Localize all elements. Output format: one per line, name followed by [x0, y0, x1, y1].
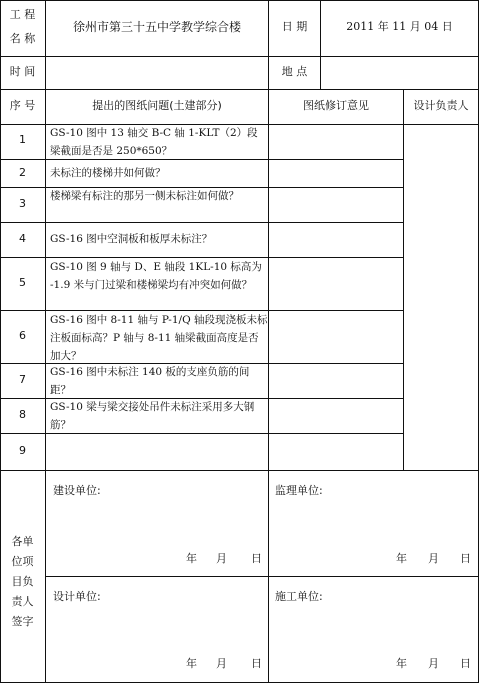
row-issue-text: GS-16 图中空洞板和板厚未标注？: [50, 233, 213, 245]
day-label: 日: [460, 552, 471, 565]
row-number: 6: [19, 329, 26, 342]
row-issue-text: GS-16 图中 8-11 轴与 P-1/Q 轴段现浇板未标注板面标高？P 轴与 8-11 轴梁截面高度是否加大？: [50, 314, 268, 362]
row-number: 8: [19, 408, 26, 421]
date-value: 2011 年 11 月 04 日: [346, 20, 453, 33]
row-number: 4: [19, 232, 26, 245]
signature-side-label: [0, 532, 45, 632]
rule: [0, 56, 479, 57]
row-issue-text: 楼梯梁有标注的那另一侧未标注如何做？: [50, 190, 239, 202]
row-number: 1: [19, 133, 26, 146]
side-label-line: 目负: [11, 575, 34, 588]
month-label: 月: [428, 552, 439, 565]
row-number: 3: [19, 197, 26, 210]
build-unit-label: 建设单位:: [53, 484, 101, 497]
supervise-unit-label: 监理单位:: [275, 484, 323, 497]
column-header-issue: 提出的图纸问题(土建部分): [92, 99, 222, 112]
rule: [0, 222, 403, 223]
rule: [0, 0, 479, 1]
month-label: 月: [216, 552, 227, 565]
project-name-label-line2: 名 称: [9, 32, 36, 45]
construct-unit-label: 施工单位:: [275, 590, 323, 603]
time-label: 时 间: [9, 65, 36, 78]
day-label: 日: [251, 657, 262, 670]
project-name-value: 徐州市第三十五中学教学综合楼: [72, 20, 241, 34]
day-label: 日: [460, 657, 471, 670]
year-label: 年: [186, 657, 197, 670]
row-number: 7: [19, 373, 26, 386]
row-number: 9: [19, 444, 26, 457]
row-issue-text: 未标注的楼梯井如何做？: [50, 167, 166, 179]
row-issue-text: GS-16 图中未标注 140 板的支座负筋的间距？: [50, 366, 250, 396]
date-label: 日 期: [281, 20, 308, 33]
column-header-revision: 图纸修订意见: [303, 99, 369, 112]
month-label: 月: [428, 657, 439, 670]
month-label: 月: [216, 657, 227, 670]
rule: [0, 89, 479, 90]
year-label: 年: [396, 552, 407, 565]
row-issue-text: GS-10 图 9 轴与 D、E 轴段 1KL-10 标高为 -1.9 米与门过梁和楼梯梁均有冲突如何做？: [50, 261, 262, 291]
rule: [45, 576, 479, 577]
year-label: 年: [396, 657, 407, 670]
row-issue-text: GS-10 梁与梁交接处吊件未标注采用多大钢筋？: [50, 401, 255, 431]
year-label: 年: [186, 552, 197, 565]
column-header-designer: 设计负责人: [413, 99, 469, 112]
column-header-index: 序 号: [9, 99, 36, 112]
side-label-line: 各单: [11, 535, 34, 548]
rule: [0, 470, 479, 471]
day-label: 日: [251, 552, 262, 565]
side-label-line: 签字: [11, 615, 34, 628]
design-unit-label: 设计单位:: [53, 590, 101, 603]
project-name-label-line1: 工 程: [9, 8, 36, 21]
row-number: 2: [19, 166, 26, 179]
side-label-line: 位项: [11, 555, 34, 568]
side-label-line: 责人: [11, 595, 34, 608]
rule: [320, 0, 321, 89]
row-issue-text: GS-10 图中 13 轴交 B-C 轴 1-KLT（2）段梁截面是否是 250*650？: [50, 127, 258, 157]
rule: [403, 89, 404, 470]
location-label: 地 点: [281, 65, 308, 78]
row-number: 5: [19, 276, 26, 289]
